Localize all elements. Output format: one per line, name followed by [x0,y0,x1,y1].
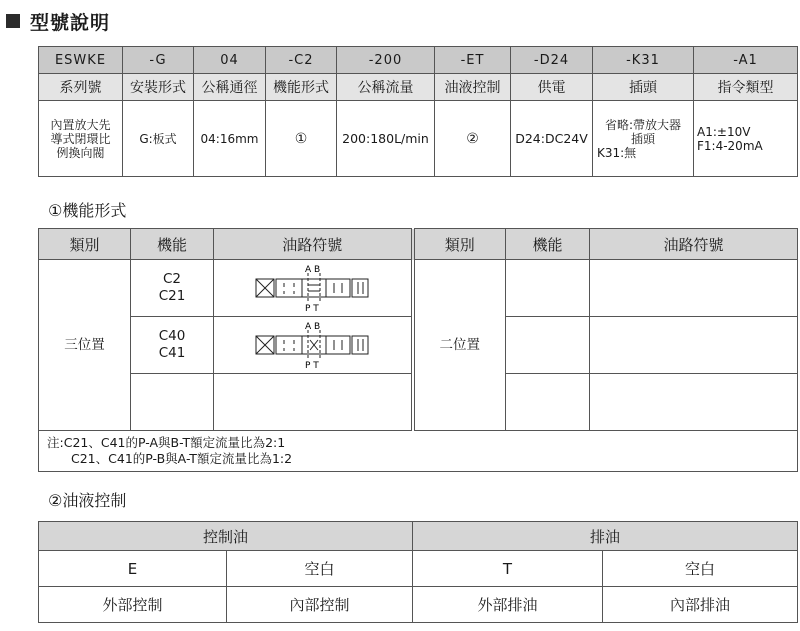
empty-cell [506,374,590,431]
header-cell: 類別 [39,229,131,260]
series-line: 內置放大先 [50,117,111,132]
header-cell: 機能 [131,229,214,260]
empty-cell [590,374,798,431]
header-cell: 指令類型 [694,74,798,101]
oil-code-cell: T [413,551,603,587]
header-cell: 公稱通徑 [194,74,266,101]
plug-line: 插頭 [630,131,655,146]
hydraulic-symbol-cell [214,317,413,374]
header-cell: 機能 [506,229,590,260]
header-cell: 類別 [413,229,506,260]
header-cell: 機能形式 [266,74,337,101]
function-code: C40 [158,328,186,344]
function-note [39,431,798,472]
code-cell: -K31 [593,47,694,74]
oil-ref-cell: ② [435,101,511,177]
note-line: 注:C21、C41的P-A與B-T額定流量比為2:1 [47,435,286,450]
function-row [39,260,798,317]
plug-cell [593,101,694,177]
symbol-port-label: A B [305,265,321,275]
function-table [38,228,798,472]
square-bullet-icon [6,14,20,28]
command-cell [694,101,798,177]
series-line: 例換向閥 [56,145,105,160]
bore-cell: 04:16mm [194,101,266,177]
header-cell: 公稱流量 [337,74,435,101]
function-code-cell [131,260,214,317]
model-header-row [39,74,798,101]
right-category-cell: 二位置 [413,260,506,431]
model-value-row [39,101,798,177]
oil-desc-cell: 內部排油 [603,587,798,623]
function-code: C21 [158,288,186,304]
code-cell: ESWKE [39,47,123,74]
function-code-cell [131,317,214,374]
code-cell: -ET [435,47,511,74]
empty-cell [590,260,798,317]
oil-group-header-row [39,522,798,551]
group-header-cell: 控制油 [39,522,413,551]
mount-cell: G:板式 [123,101,194,177]
page-header [6,8,110,34]
symbol-port-label: P T [305,304,320,313]
empty-cell [506,260,590,317]
oil-desc-cell: 內部控制 [227,587,413,623]
function-ref-cell: ① [266,101,337,177]
header-cell: 油路符號 [214,229,413,260]
function-section-title: ①機能形式 [48,200,127,220]
left-category-cell: 三位置 [39,260,131,431]
header-cell: 安裝形式 [123,74,194,101]
hydraulic-symbol-cell [214,260,413,317]
code-cell: -D24 [511,47,593,74]
function-note-row [39,431,798,472]
plug-line: 省略:帶放大器 [604,117,682,132]
header-cell: 油液控制 [435,74,511,101]
note-line: C21、C41的P-B與A-T額定流量比為1:2 [71,451,293,466]
oil-desc-cell: 外部控制 [39,587,227,623]
group-header-cell: 排油 [413,522,798,551]
model-code-row [39,47,798,74]
flow-cell: 200:180L/min [337,101,435,177]
plug-line: K31:無 [597,145,637,160]
power-cell: D24:DC24V [511,101,593,177]
header-cell: 插頭 [593,74,694,101]
series-line: 導式閉環比 [50,131,111,146]
code-cell: -A1 [694,47,798,74]
empty-cell [506,317,590,374]
oil-code-cell: 空白 [603,551,798,587]
empty-cell [131,374,214,431]
command-line: A1:±10V [697,124,751,139]
oil-control-table [38,521,798,623]
symbol-port-label: A B [305,322,321,332]
oil-description-row [39,587,798,623]
series-cell [39,101,123,177]
oil-code-row [39,551,798,587]
function-code: C2 [162,271,181,287]
code-cell: 04 [194,47,266,74]
model-code-table [38,46,798,177]
oil-code-cell: 空白 [227,551,413,587]
oil-code-cell: E [39,551,227,587]
function-header-row [39,229,798,260]
page-title: 型號說明 [30,11,111,34]
code-cell: -C2 [266,47,337,74]
symbol-port-label: P T [305,361,320,370]
header-cell: 供電 [511,74,593,101]
header-cell: 油路符號 [590,229,798,260]
code-cell: -200 [337,47,435,74]
command-line: F1:4-20mA [697,138,763,153]
function-code: C41 [158,345,186,361]
header-cell: 系列號 [39,74,123,101]
code-cell: -G [123,47,194,74]
oil-desc-cell: 外部排油 [413,587,603,623]
empty-cell [214,374,413,431]
valve-symbol-icon [252,320,372,370]
oil-section-title: ②油液控制 [48,490,127,510]
empty-cell [590,317,798,374]
valve-symbol-icon [252,263,372,313]
